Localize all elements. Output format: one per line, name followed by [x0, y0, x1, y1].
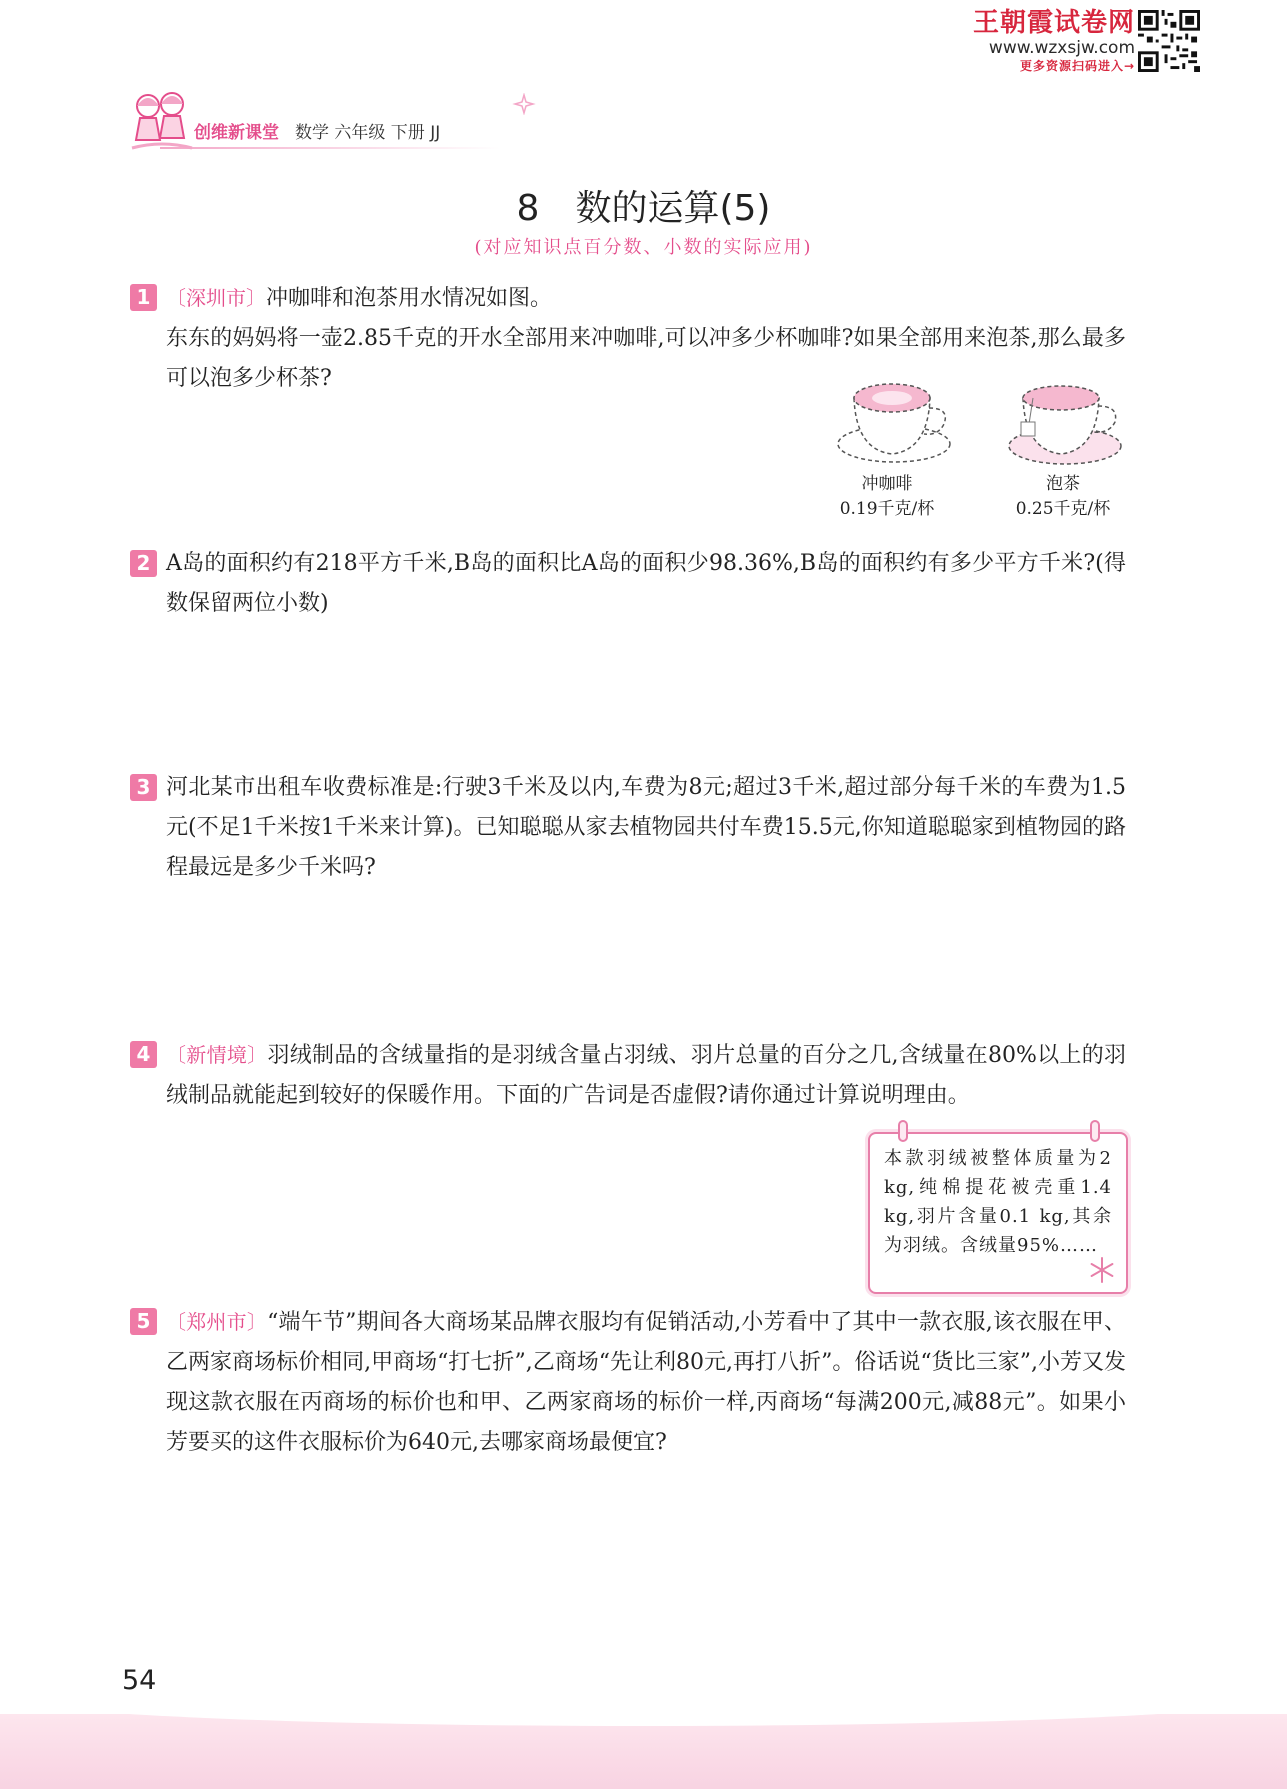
problem-5-text: “端午节”期间各大商场某品牌衣服均有促销活动,小芳看中了其中一款衣服,该衣服在甲、乙两家商场标价相同,甲商场“打七折”,乙商场“先让利80元,再打八折”。俗话说“货比三家”,小芳又发现这款衣服在丙商场的标价也和甲、乙两家商场的标价一样,丙商场“每满200元,减88元”。如果小芳要买的这件衣服标价为640元,去哪家商场最便宜? [166, 1310, 1127, 1455]
page-number: 54 [122, 1665, 157, 1696]
clip-icon [1090, 1120, 1100, 1142]
problem-4-text: 羽绒制品的含绒量指的是羽绒含量占羽绒、羽片总量的百分之几,含绒量在80%以上的羽绒制品就能起到较好的保暖作用。下面的广告词是否虚假?请你通过计算说明理由。 [166, 1043, 1127, 1108]
sparkle-icon [512, 93, 536, 115]
qr-code-icon [1138, 10, 1200, 72]
problem-1-line-1: 冲咖啡和泡茶用水情况如图。 [266, 286, 553, 311]
tea-amount: 0.25千克/杯 [1015, 499, 1111, 519]
snowflake-icon [1088, 1256, 1116, 1284]
coffee-cup-icon [832, 378, 962, 470]
footer-band [0, 1714, 1287, 1789]
problem-3: 河北某市出租车收费标准是:行驶3千米及以内,车费为8元;超过3千米,超过部分每千米的车费为1.5元(不足1千米按1千米来计算)。已知聪聪从家去植物园共付车费15.5元,你知道聪聪家到植物园的路程最远是多少千米吗? [166, 775, 1126, 880]
coffee-amount: 0.19千克/杯 [839, 499, 935, 519]
problem-1 [166, 278, 1126, 399]
watermark-name: 王朝霞试卷网 [972, 8, 1135, 38]
header-divider [160, 147, 500, 149]
header-info: 数学 六年级 下册 JJ [295, 123, 441, 143]
problem-number: 1 [130, 284, 157, 311]
watermark-url: www.wzxsjw.com [988, 38, 1135, 58]
tea-name: 泡茶 [1046, 474, 1080, 494]
problem-1-line-2: 东东的妈妈将一壶2.85千克的开水全部用来冲咖啡,可以冲多少杯咖啡?如果全部用来泡茶,那么最多可以泡多少杯茶? [166, 326, 1126, 391]
problem-number: 3 [130, 774, 157, 801]
problem-tag: 〔新情境〕 [166, 1043, 268, 1067]
tea-cup-icon [1003, 380, 1133, 472]
section-title: 8 数的运算(5) [516, 188, 771, 229]
mascot-icon [128, 88, 196, 156]
problem-5 [166, 1302, 1126, 1463]
problem-number: 5 [130, 1308, 157, 1335]
problem-4 [166, 1035, 1126, 1116]
clip-icon [898, 1120, 908, 1142]
problem-tag: 〔深圳市〕 [166, 286, 266, 310]
coffee-label [822, 472, 952, 522]
tea-label [998, 472, 1128, 522]
header-brand: 创维新课堂 [194, 123, 279, 143]
watermark [955, 8, 1135, 74]
section-subtitle: (对应知识点百分数、小数的实际应用) [474, 237, 813, 258]
coffee-name: 冲咖啡 [861, 474, 913, 494]
problem-tag: 〔郑州市〕 [166, 1310, 268, 1334]
problem-number: 4 [130, 1041, 157, 1068]
problem-2: A岛的面积约有218平方千米,B岛的面积比A岛的面积少98.36%,B岛的面积约有多少平方千米?(得数保留两位小数) [166, 551, 1126, 616]
advertisement-text: 本款羽绒被整体质量为2 kg,纯棉提花被壳重1.4 kg,羽片含量0.1 kg,其余为羽绒。含绒量95%…… [884, 1148, 1112, 1256]
watermark-more: 更多资源扫码进入→ [1019, 59, 1135, 73]
advertisement-box [868, 1132, 1128, 1294]
problem-number: 2 [130, 550, 157, 577]
running-header [194, 118, 440, 143]
